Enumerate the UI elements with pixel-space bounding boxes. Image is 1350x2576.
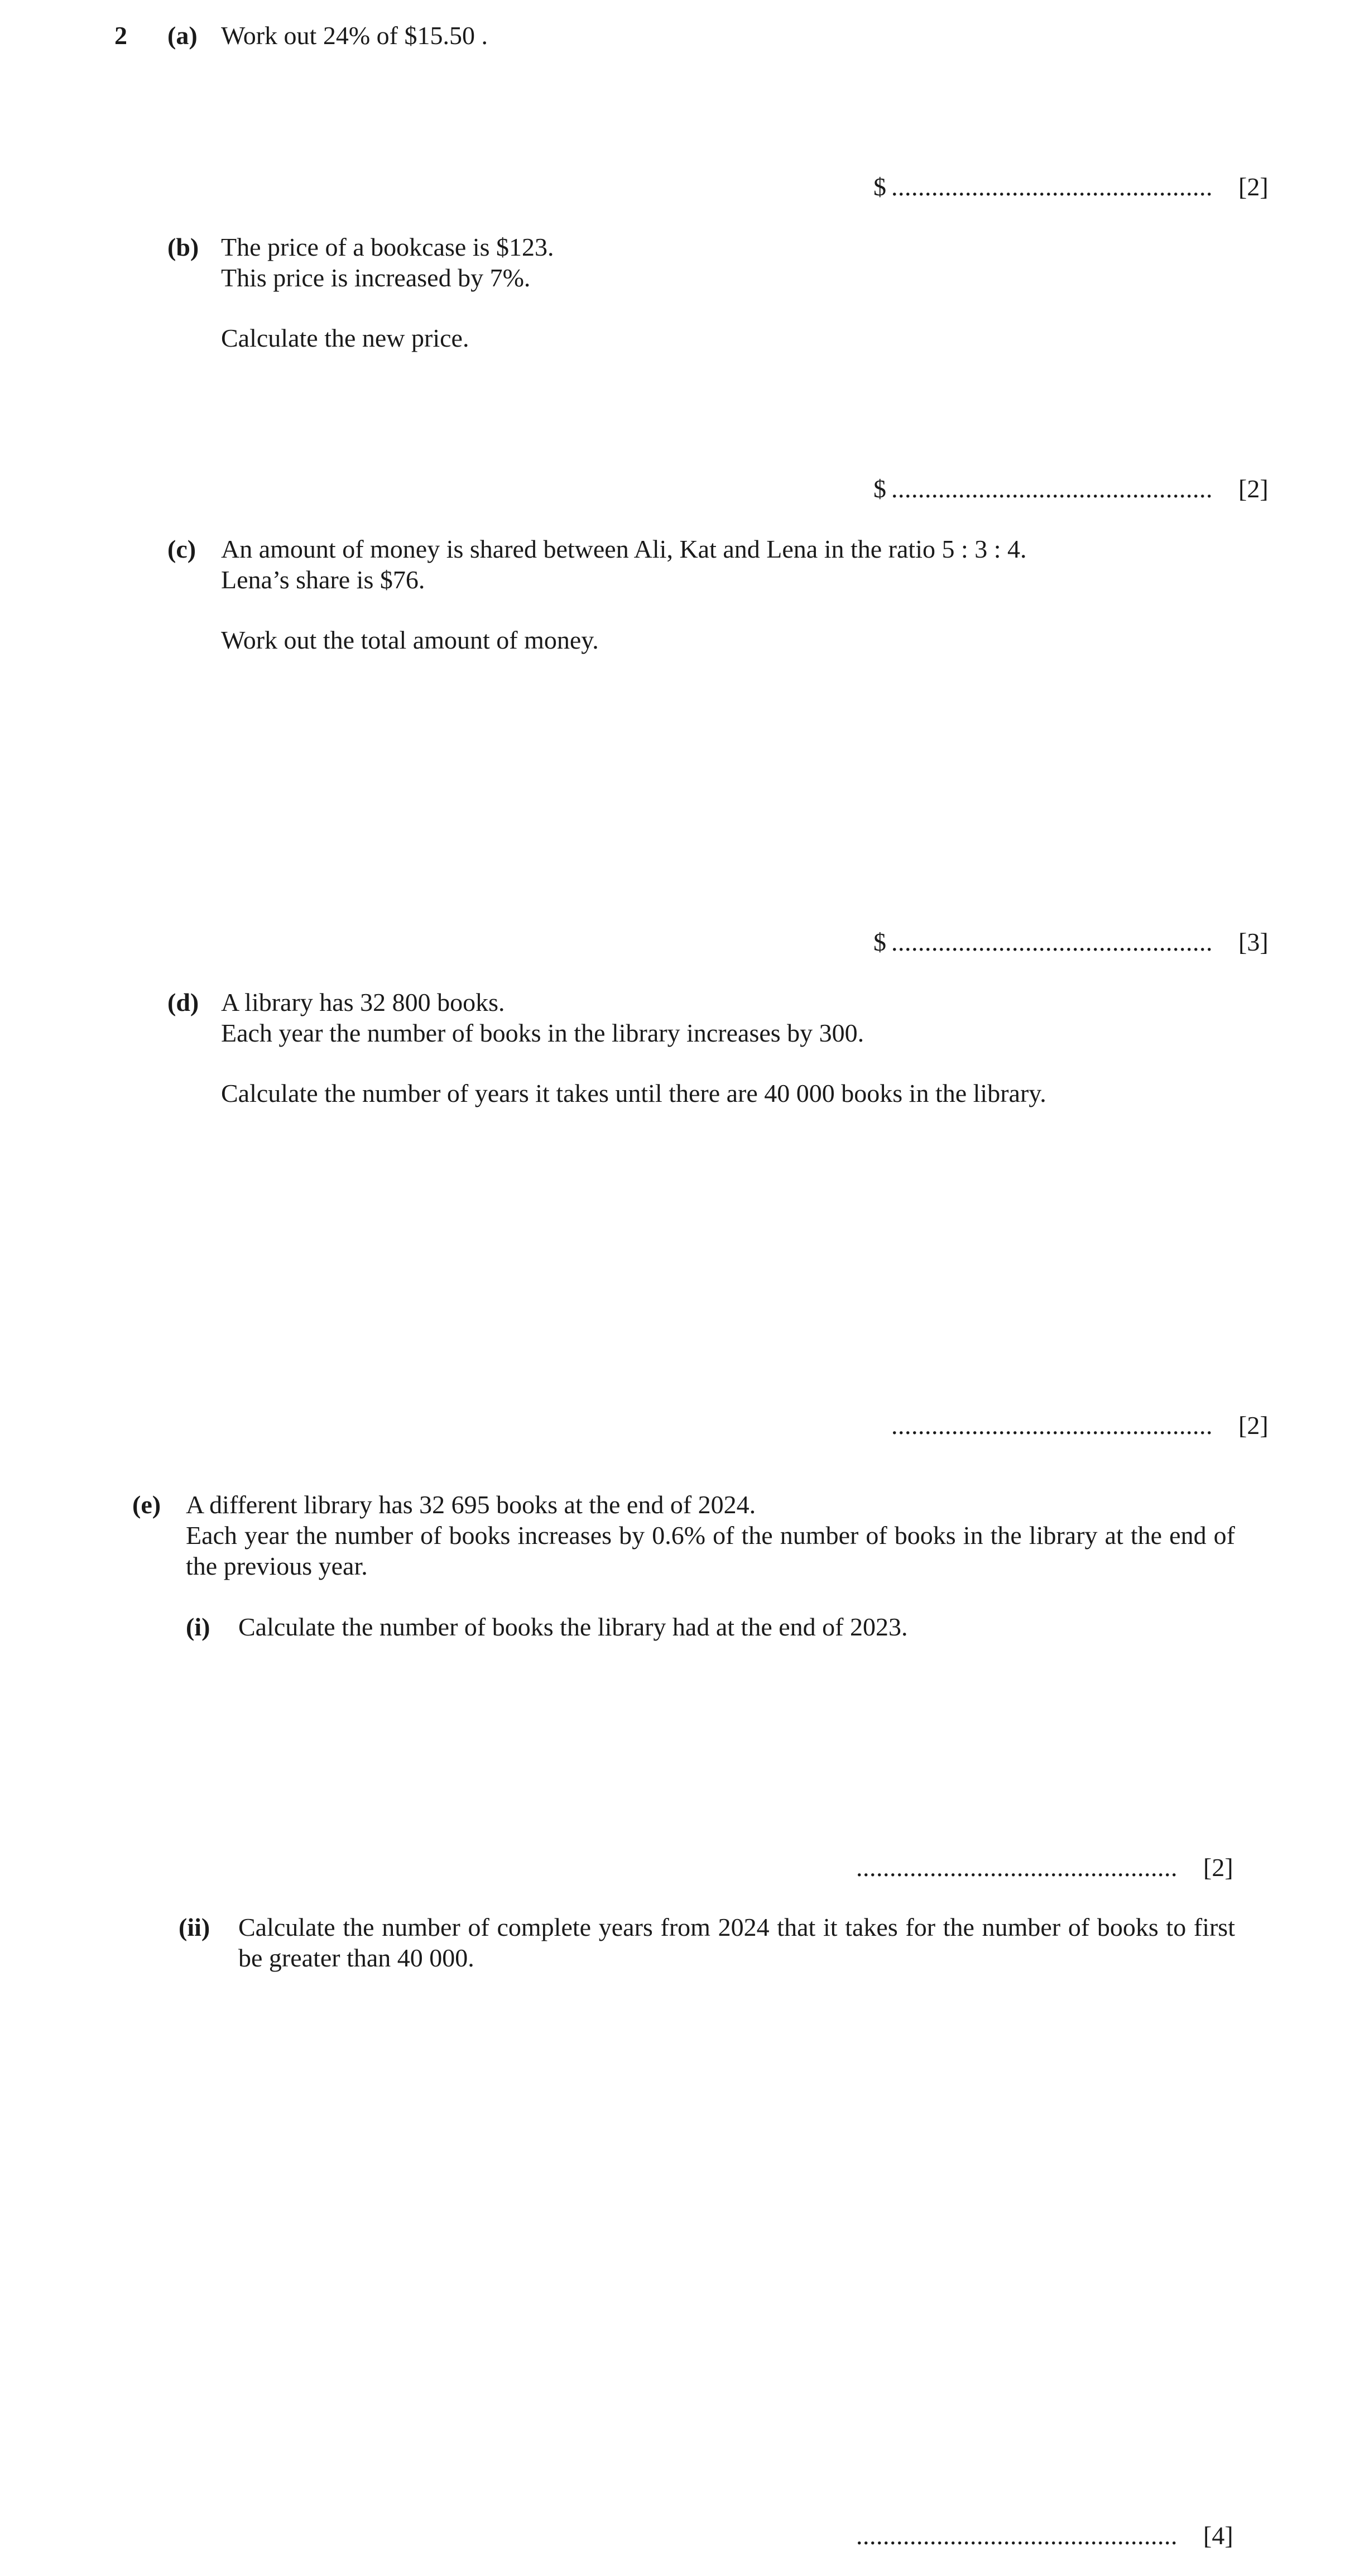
part-b-answer-line[interactable]: ................................................ [891, 474, 1213, 503]
part-e-i-answer-line[interactable]: ................................................ [856, 1853, 1178, 1882]
part-b-line-1: The price of a bookcase is $123. [221, 233, 554, 261]
part-d-label: (d) [167, 988, 199, 1016]
part-a-answer-line[interactable]: ................................................ [891, 172, 1213, 201]
part-c-instruction: Work out the total amount of money. [221, 626, 599, 654]
part-c-line-1: An amount of money is shared between Ali, Kat and Lena in the ratio 5 : 3 : 4. [221, 535, 1027, 563]
part-c-line-2: Lena’s share is $76. [221, 565, 425, 594]
part-d-answer-line[interactable]: ................................................ [891, 1411, 1213, 1440]
part-e-i-marks: [2] [1203, 1853, 1233, 1882]
part-b-answer-prefix: $ [873, 474, 886, 503]
part-b-marks: [2] [1238, 474, 1269, 503]
part-d-line-2: Each year the number of books in the library increases by 300. [221, 1019, 864, 1047]
part-e-i-label: (i) [186, 1613, 210, 1641]
part-e-ii-answer-line[interactable]: ................................................ [856, 2521, 1178, 2550]
part-b-instruction: Calculate the new price. [221, 324, 469, 352]
part-e-i-question: Calculate the number of books the library had at the end of 2023. [238, 1613, 908, 1641]
part-e-line-2: Each year the number of books increases by 0.6% of the number of books in the library at the end of the previous year. [186, 1521, 1235, 1580]
part-c-label: (c) [167, 535, 196, 563]
part-a-marks: [2] [1238, 172, 1269, 201]
part-e-line-1: A different library has 32 695 books at the end of 2024. [186, 1490, 756, 1519]
part-d-line-1: A library has 32 800 books. [221, 988, 505, 1016]
part-b-label: (b) [167, 233, 199, 261]
part-a-question: Work out 24% of $15.50 . [221, 21, 488, 50]
question-number: 2 [114, 21, 127, 50]
part-c-answer-prefix: $ [873, 928, 886, 956]
part-e-ii-question: Calculate the number of complete years from 2024 that it takes for the number of books to first be greater than 40 000. [238, 1913, 1235, 1972]
part-c-marks: [3] [1238, 928, 1269, 956]
part-d-marks: [2] [1238, 1411, 1269, 1440]
part-a-label: (a) [167, 21, 198, 50]
part-e-label: (e) [132, 1490, 161, 1519]
part-c-answer-line[interactable]: ................................................ [891, 928, 1213, 956]
part-e-ii-label: (ii) [179, 1913, 210, 1941]
part-d-instruction: Calculate the number of years it takes until there are 40 000 books in the library. [221, 1079, 1046, 1107]
part-a-answer-prefix: $ [873, 172, 886, 201]
part-e-ii-marks: [4] [1203, 2521, 1233, 2550]
part-b-line-2: This price is increased by 7%. [221, 263, 531, 292]
